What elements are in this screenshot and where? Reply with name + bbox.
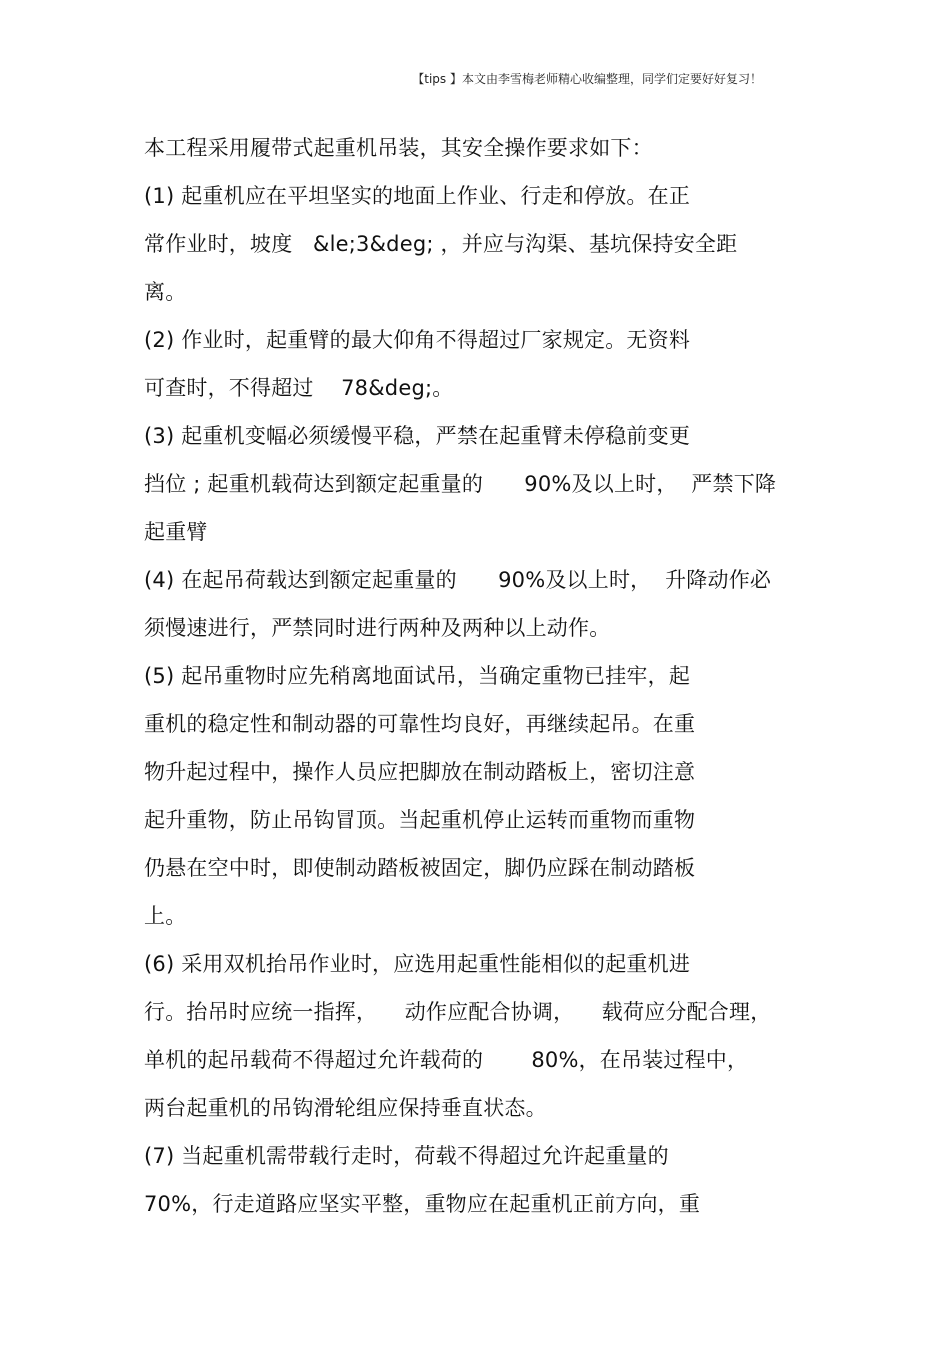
text-line: (1) 起重机应在平坦坚实的地面上作业、行走和停放。在正 bbox=[144, 184, 691, 208]
text-line: 常作业时，坡度 &le;3&deg; ，并应与沟渠、基坑保持安全距 bbox=[144, 232, 738, 256]
text-line: (7) 当起重机需带载行走时，荷载不得超过允许起重量的 bbox=[144, 1144, 669, 1168]
text-line: 仍悬在空中时，即使制动踏板被固定，脚仍应踩在制动踏板 bbox=[144, 856, 696, 880]
text-line: 起重臂 bbox=[144, 520, 208, 544]
text-line: 70%，行走道路应坚实平整，重物应在起重机正前方向，重 bbox=[144, 1192, 701, 1216]
text-line: 单机的起吊载荷不得超过允许载荷的 80%，在吊装过程中， bbox=[144, 1048, 749, 1072]
text-line: (2) 作业时，起重臂的最大仰角不得超过厂家规定。无资料 bbox=[144, 328, 691, 352]
text-line: 重机的稳定性和制动器的可靠性均良好，再继续起吊。在重 bbox=[144, 712, 696, 736]
text-line: 挡位 ; 起重机载荷达到额定起重量的 90%及以上时， 严禁下降 bbox=[144, 472, 777, 496]
text-line: 物升起过程中，操作人员应把脚放在制动踏板上，密切注意 bbox=[144, 760, 696, 784]
text-line: 须慢速进行，严禁同时进行两种及两种以上动作。 bbox=[144, 616, 611, 640]
tips-header: 【tips 】本文由李雪梅老师精心收编整理，同学们定要好好复习！ bbox=[412, 72, 762, 86]
text-line: 行。抬吊时应统一指挥， 动作应配合协调， 载荷应分配合理， bbox=[144, 1000, 772, 1024]
text-line: 上。 bbox=[144, 904, 187, 928]
text-line: 离。 bbox=[144, 280, 187, 304]
text-line: (3) 起重机变幅必须缓慢平稳，严禁在起重臂未停稳前变更 bbox=[144, 424, 691, 448]
text-line: 可查时，不得超过 78&deg;。 bbox=[144, 376, 454, 400]
text-line: 起升重物，防止吊钩冒顶。当起重机停止运转而重物而重物 bbox=[144, 808, 696, 832]
document-body bbox=[144, 124, 824, 1228]
text-line: 本工程采用履带式起重机吊装，其安全操作要求如下： bbox=[144, 136, 653, 160]
text-line: (6) 采用双机抬吊作业时，应选用起重性能相似的起重机进 bbox=[144, 952, 691, 976]
text-line: (5) 起吊重物时应先稍离地面试吊，当确定重物已挂牢，起 bbox=[144, 664, 691, 688]
text-line: (4) 在起吊荷载达到额定起重量的 90%及以上时， 升降动作必 bbox=[144, 568, 772, 592]
text-line: 两台起重机的吊钩滑轮组应保持垂直状态。 bbox=[144, 1096, 547, 1120]
